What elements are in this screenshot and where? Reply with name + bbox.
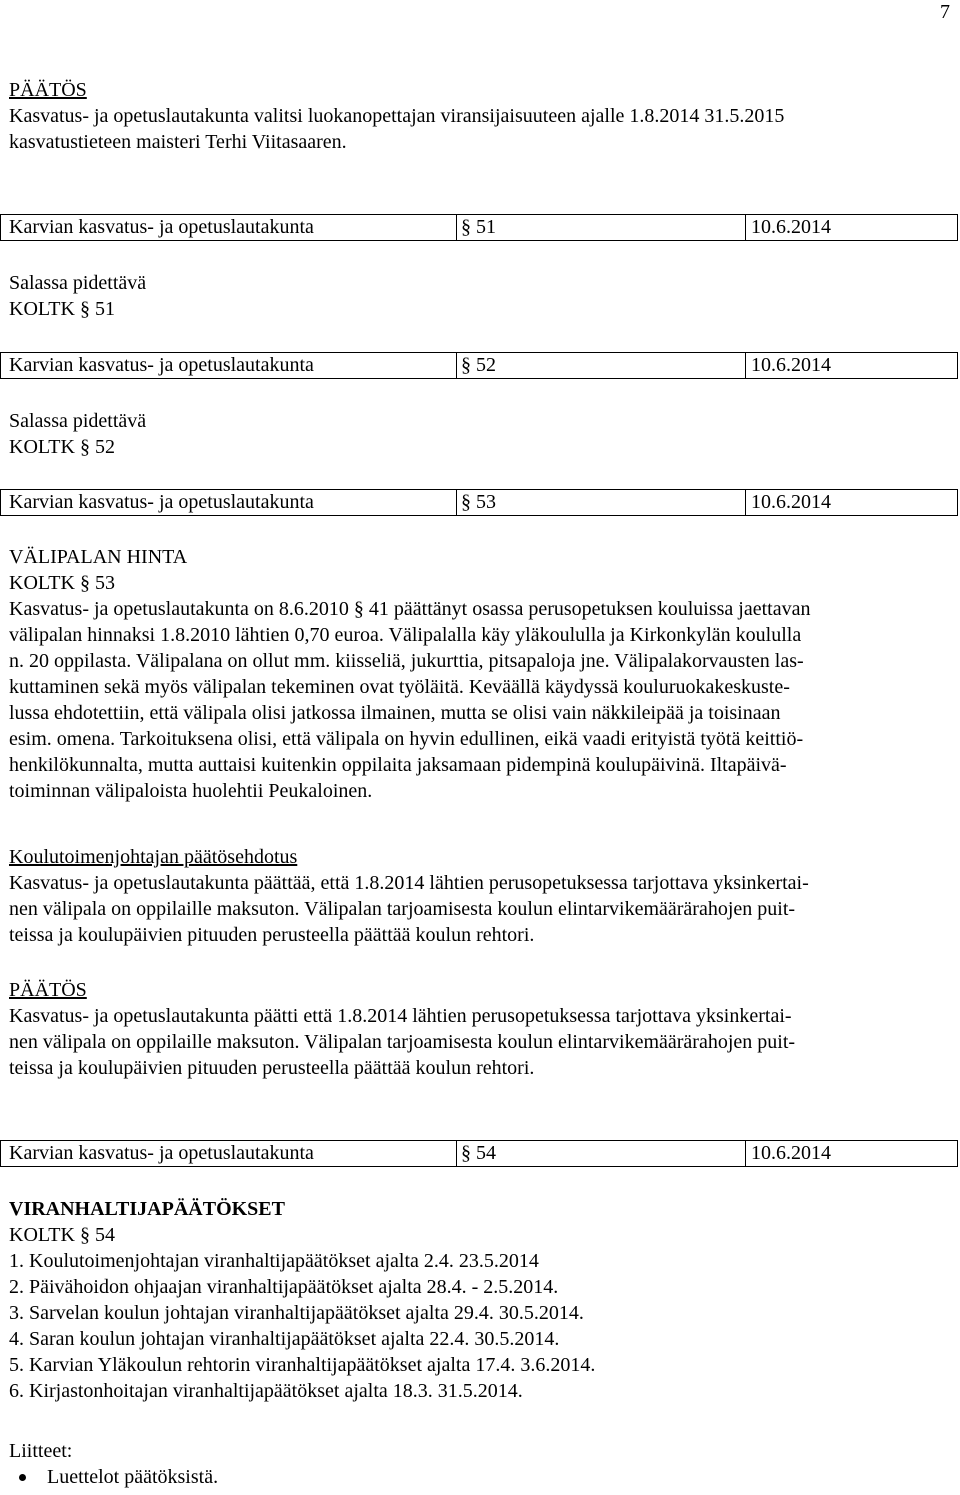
list-item: 5. Karvian Yläkoulun rehtorin viranhaltijapäätökset ajalta 17.4. 3.6.2014. — [9, 1354, 596, 1376]
section-title: Salassa pidettävä — [9, 410, 147, 432]
decision-line: Kasvatus- ja opetuslautakunta päätti että 1.8.2014 lähtien perusopetuksessa tarjottava yksinkertai- — [9, 1005, 792, 1027]
section-symbol: § — [79, 1224, 90, 1246]
body-line: esim. omena. Tarkoituksena olisi, että välipala on hyvin edullinen, eikä vaadi erityistä työtä keittiö- — [9, 728, 804, 750]
proposal-heading: Koulutoimenjohtajan päätösehdotus — [9, 846, 298, 868]
ref-label: KOLTK — [9, 1224, 75, 1246]
decision-line: Kasvatus- ja opetuslautakunta valitsi luokanopettajan viransijaisuuteen ajalle 1.8.2014 31.5.2015 — [9, 105, 785, 127]
ref-number: 53 — [94, 572, 115, 594]
body-line: kuttaminen sekä myös välipalan tekeminen ovat työläitä. Keväällä käydyssä kouluruokakeskuste- — [9, 676, 790, 698]
header-date: 10.6.2014 — [751, 216, 831, 238]
proposal-line: nen välipala on oppilaille maksuton. Välipalan tarjoamisesta koulun elintarvikemäärärahojen puit- — [9, 898, 796, 920]
attachment-label: Luettelot päätöksistä. — [47, 1466, 219, 1488]
section-title: VÄLIPALAN HINTA — [9, 546, 188, 568]
section-number: 53 — [476, 491, 496, 513]
body-line: välipalan hinnaksi 1.8.2010 lähtien 0,70 euroa. Välipalalla käy yläkoululla ja Kirkonkylän koululla — [9, 624, 802, 646]
section-52-body — [9, 408, 954, 460]
list-item: 4. Saran koulun johtajan viranhaltijapäätökset ajalta 22.4. 30.5.2014. — [9, 1328, 560, 1350]
section-number: 52 — [476, 354, 496, 376]
decision-heading: PÄÄTÖS — [9, 979, 87, 1001]
header-date: 10.6.2014 — [751, 491, 831, 513]
decision-line: kasvatustieteen maisteri Terhi Viitasaaren. — [9, 131, 347, 153]
section-header-52 — [0, 352, 958, 379]
section-symbol: § — [461, 216, 471, 238]
section-symbol: § — [461, 491, 471, 513]
decision-block — [9, 77, 954, 155]
section-51-body — [9, 270, 954, 322]
section-header-54 — [0, 1140, 958, 1167]
body-line: lussa ehdotettiin, että välipala olisi jatkossa ilmainen, mutta se olisi vain näkkileipää ja toisinaan — [9, 702, 781, 724]
proposal-line: teissa ja koulupäivien pituuden perusteella päättää koulun rehtori. — [9, 924, 535, 946]
body-line: henkilökunnalta, mutta auttaisi kuitenkin oppilaita jaksamaan pidempinä koulupäivinä. Iltapäivä- — [9, 754, 787, 776]
header-org: Karvian kasvatus- ja opetuslautakunta — [9, 354, 314, 376]
bullet-icon — [19, 1474, 26, 1481]
section-ref — [9, 434, 954, 460]
section-54-body — [9, 1196, 954, 1404]
list-item: 1. Koulutoimenjohtajan viranhaltijapäätökset ajalta 2.4. 23.5.2014 — [9, 1250, 539, 1272]
header-org: Karvian kasvatus- ja opetuslautakunta — [9, 1142, 314, 1164]
section-ref — [9, 1222, 954, 1248]
header-divider — [745, 353, 746, 378]
proposal-line: Kasvatus- ja opetuslautakunta päättää, että 1.8.2014 lähtien perusopetuksessa tarjottava yksinkertai- — [9, 872, 809, 894]
header-divider — [745, 490, 746, 515]
section-ref — [9, 296, 954, 322]
section-title: VIRANHALTIJAPÄÄTÖKSET — [9, 1198, 285, 1220]
attachment-item — [9, 1464, 954, 1490]
decision-line: nen välipala on oppilaille maksuton. Välipalan tarjoamisesta koulun elintarvikemäärärahojen puit- — [9, 1031, 796, 1053]
body-line: toiminnan välipaloista huolehtii Peukaloinen. — [9, 780, 373, 802]
body-line: n. 20 oppilasta. Välipalana on ollut mm. kiisseliä, jukurttia, pitsapaloja jne. Välipalakorvausten las- — [9, 650, 804, 672]
section-symbol: § — [79, 436, 90, 458]
section-symbol: § — [461, 354, 471, 376]
body-line: Kasvatus- ja opetuslautakunta on 8.6.2010 § 41 päättänyt osassa perusopetuksen kouluissa jaettavan — [9, 598, 811, 620]
header-date: 10.6.2014 — [751, 1142, 831, 1164]
header-section — [461, 490, 496, 515]
header-section — [461, 1141, 496, 1166]
header-divider — [456, 353, 457, 378]
ref-number: 52 — [94, 436, 115, 458]
section-header-51 — [0, 214, 958, 241]
header-org: Karvian kasvatus- ja opetuslautakunta — [9, 216, 314, 238]
section-symbol: § — [461, 1142, 471, 1164]
attachments-block — [9, 1438, 954, 1490]
header-section — [461, 215, 496, 240]
section-ref — [9, 570, 954, 596]
header-date: 10.6.2014 — [751, 354, 831, 376]
header-divider — [745, 1141, 746, 1166]
section-number: 51 — [476, 216, 496, 238]
ref-number: 54 — [94, 1224, 115, 1246]
list-item: 6. Kirjastonhoitajan viranhaltijapäätökset ajalta 18.3. 31.5.2014. — [9, 1380, 523, 1402]
ref-label: KOLTK — [9, 436, 75, 458]
header-divider — [456, 215, 457, 240]
list-item: 3. Sarvelan koulun johtajan viranhaltijapäätökset ajalta 29.4. 30.5.2014. — [9, 1302, 584, 1324]
header-org: Karvian kasvatus- ja opetuslautakunta — [9, 491, 314, 513]
page-number: 7 — [940, 1, 950, 23]
list-item: 2. Päivähoidon ohjaajan viranhaltijapäätökset ajalta 28.4. - 2.5.2014. — [9, 1276, 559, 1298]
decision-heading: PÄÄTÖS — [9, 79, 87, 101]
header-section — [461, 353, 496, 378]
section-symbol: § — [79, 298, 90, 320]
ref-label: KOLTK — [9, 572, 75, 594]
attachments-list — [9, 1464, 954, 1490]
section-header-53 — [0, 489, 958, 516]
section-symbol: § — [79, 572, 90, 594]
proposal-block — [9, 844, 954, 948]
section-number: 54 — [476, 1142, 496, 1164]
header-divider — [456, 490, 457, 515]
ref-label: KOLTK — [9, 298, 75, 320]
decision-line: teissa ja koulupäivien pituuden perusteella päättää koulun rehtori. — [9, 1057, 535, 1079]
header-divider — [745, 215, 746, 240]
attachments-label: Liitteet: — [9, 1440, 73, 1462]
section-53-body — [9, 544, 954, 804]
section-title: Salassa pidettävä — [9, 272, 147, 294]
decision-block-53 — [9, 977, 954, 1081]
ref-number: 51 — [94, 298, 115, 320]
header-divider — [456, 1141, 457, 1166]
